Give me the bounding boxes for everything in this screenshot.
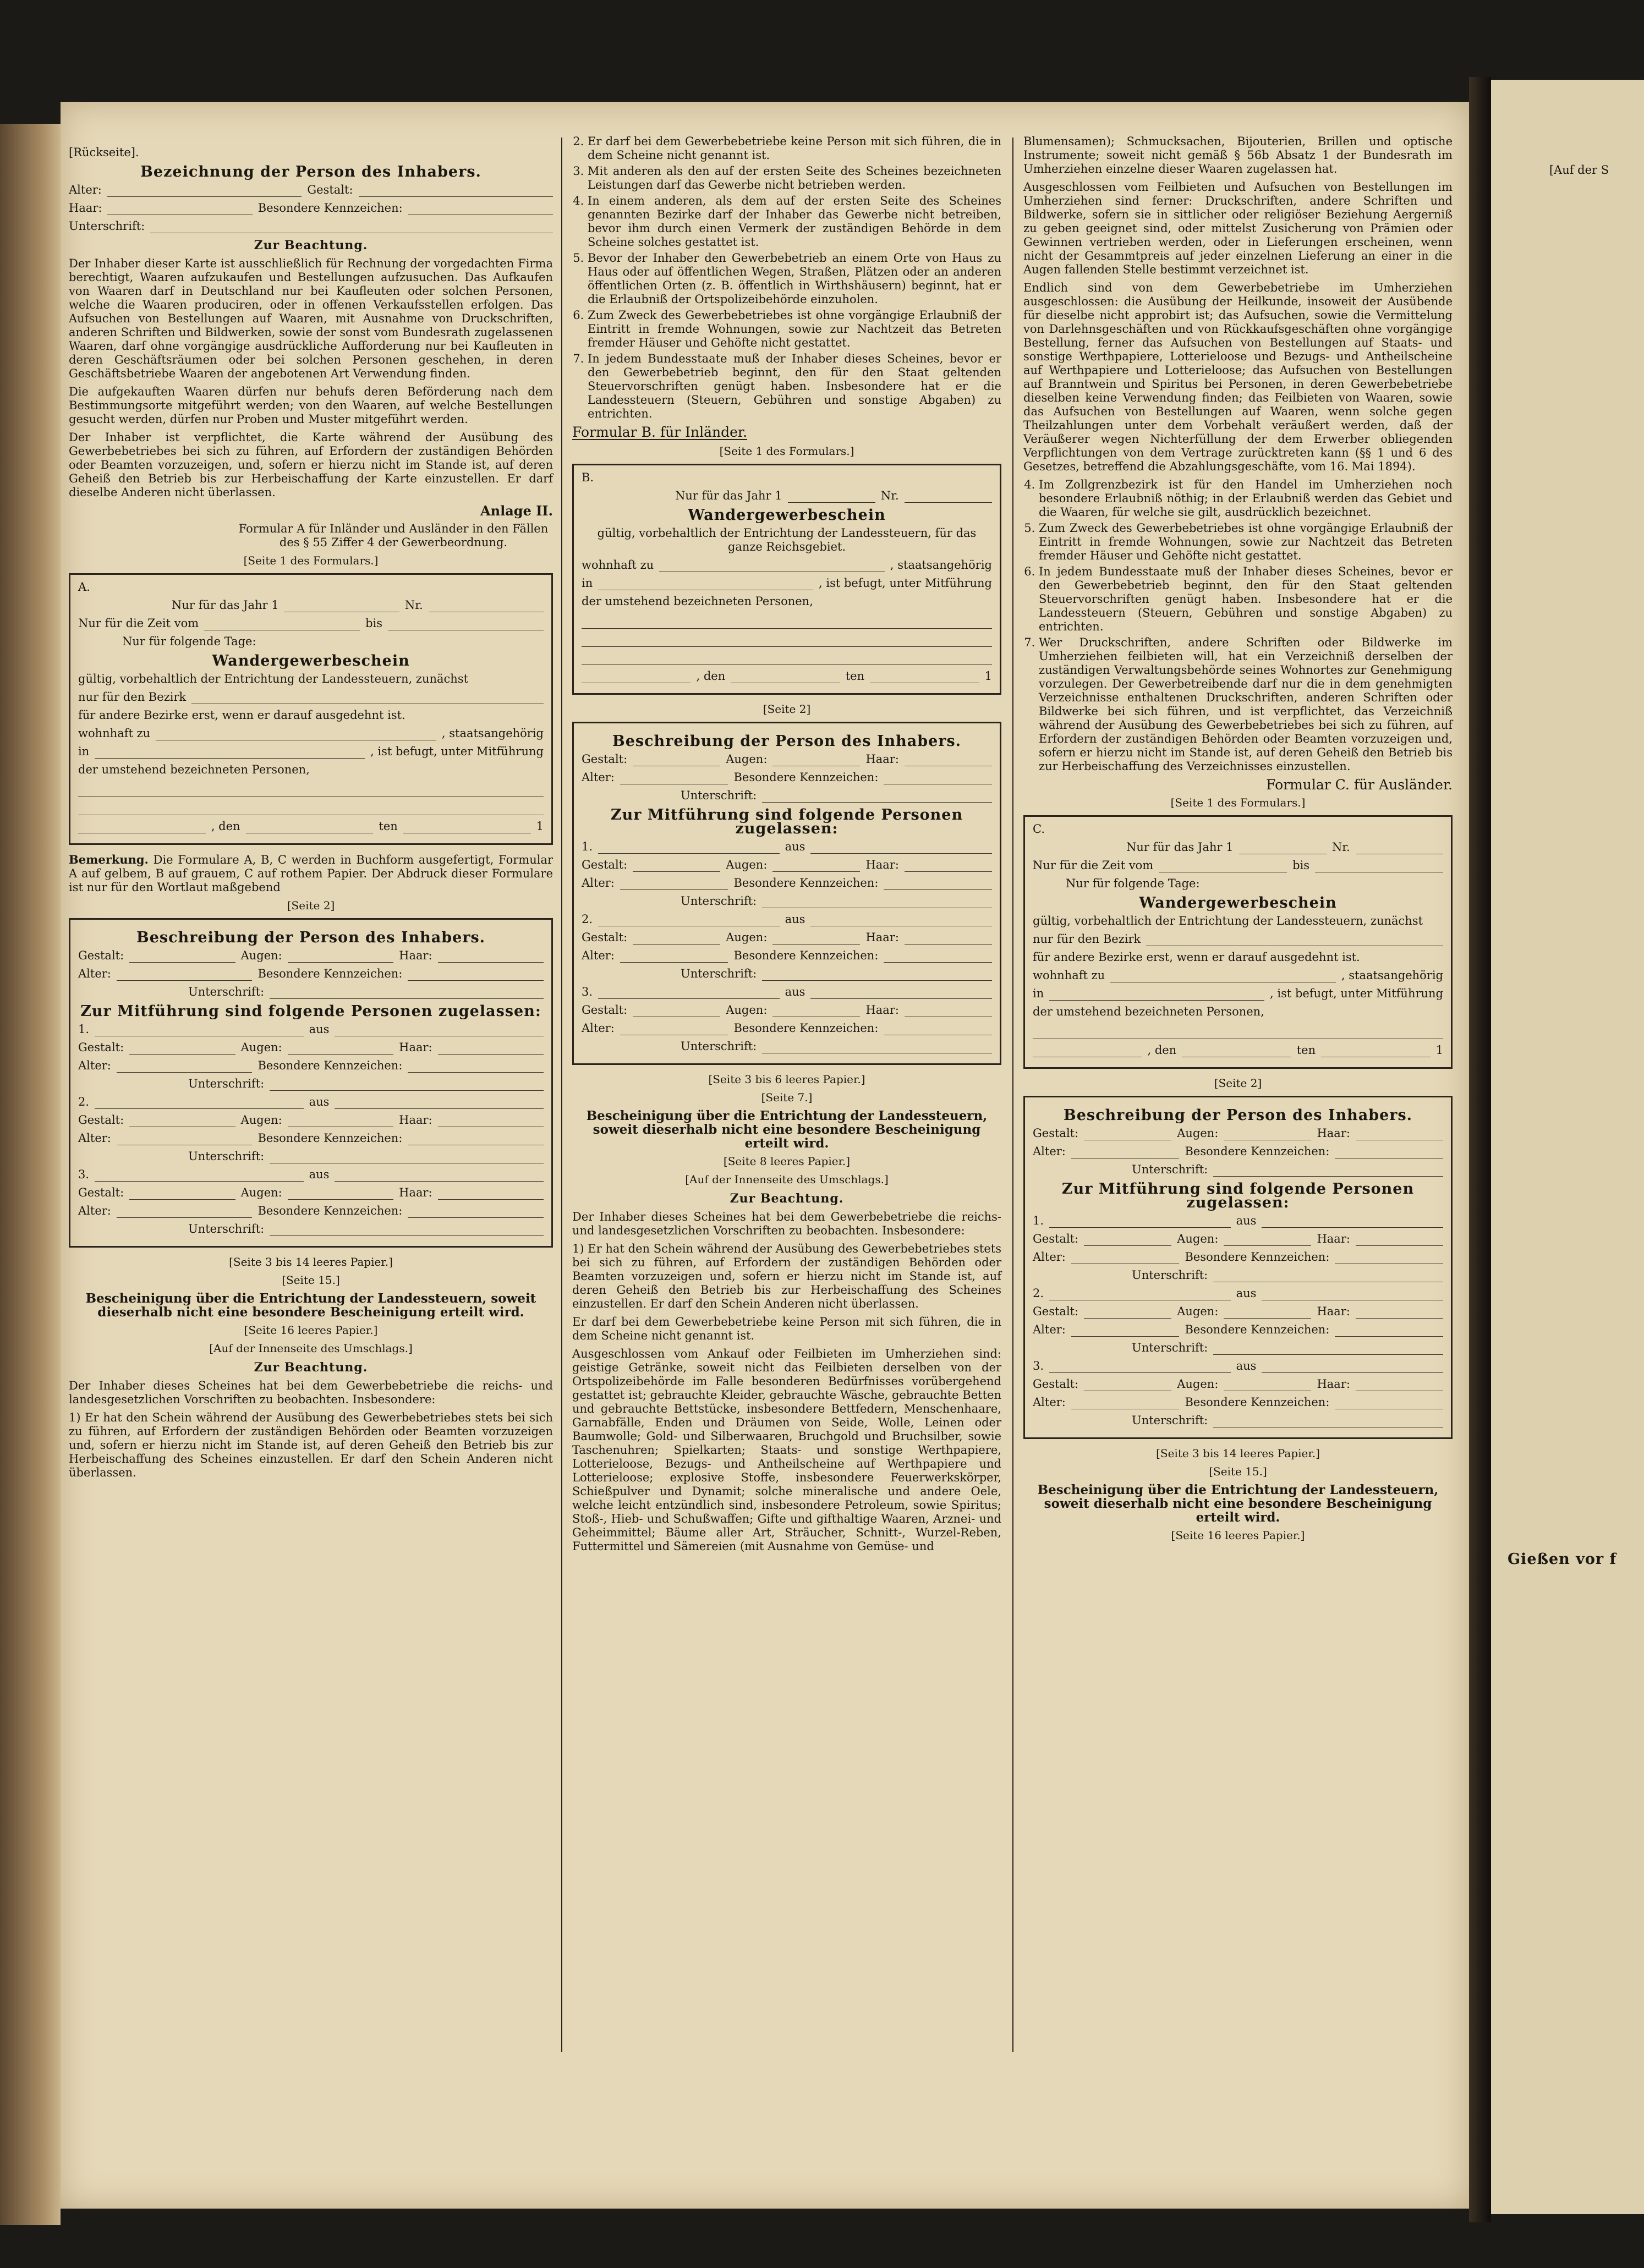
bis-label: bis [1292,859,1310,872]
formular-a-title: Formular A für Inländer und Ausländer in den Fällen des § 55 Ziffer 4 der Gewerbeordnung. [238,522,549,549]
seite-label: [Seite 15.] [1209,1465,1267,1478]
bemerkung-label: Bemerkung. [69,853,149,866]
staats-label: , staatsangehörig [1341,969,1443,982]
entry-number: 3. [1033,1359,1044,1372]
rule-item: 7. Wer Druckschriften, andere Schriften oder Bildwerke im Umherziehen feilbieten will, hat ein Verzeichniß derselben der zuständigen Verwaltungsbehörde seines Wohnortes zur Genehmigung vorzulegen. Der Gewerbetreibende darf nur die in dem genehmigten Verzeichnisse enthaltenen Druckschriften, anderen Schriften oder Bildwerke bei sich führen, und ist verpflichtet, das Verzeichniß während der Ausübung des Gewerbebetriebes bei sich zu führen, auf Erfordern der zuständigen Behörden oder Beamten vorzuzeigen und, sofern er hierzu nicht im Stande ist, auf deren Geheiß den Betrieb bis zur Herbeischaffung des Verzeichnisses einzustellen. [1039,636,1453,773]
den-label: , den [696,669,726,683]
befugt-label: , ist befugt, unter Mitführung [819,576,992,590]
nr-label: Nr. [880,489,899,502]
right-page-heading: Gießen vor f [1508,1551,1617,1568]
beschreibung-heading: Beschreibung der Person des Inhabers. [1063,1107,1413,1124]
kennzeichen-label: Besondere Kennzeichen: [257,1132,403,1145]
column-rule [1012,138,1013,2052]
haar-label: Haar: [399,1113,432,1127]
tage-label: Nur für folgende Tage: [122,635,256,648]
bezirk-label: nur für den Bezirk [78,690,187,704]
beschreibung-heading: Beschreibung der Person des Inhabers. [612,733,962,750]
kennzeichen-label: Besondere Kennzeichen: [733,771,879,784]
paragraph: Ausgeschlossen vom Feilbieten und Aufsuchen von Bestellungen im Umherziehen sind ferner: Druckschriften, andere Schriften und Bildwerke, sofern sie in sittlicher oder religiöser Beziehung Aergerniß zu geben geeignet sind, oder mittelst Zusicherung von Prämien oder Gewinnen vertrieben werden, oder in Lieferungen erscheinen, wenn nicht der Gesammtpreis auf jeder einzelnen Lieferung an einer in die Augen fallenden Stelle bestimmt verzeichnet ist. [1023,180,1453,276]
ten-label: ten [1296,1044,1316,1057]
gestalt-label: Gestalt: [78,1186,124,1199]
tage-label: Nur für folgende Tage: [1066,877,1200,890]
gestalt-label: Gestalt: [1033,1305,1079,1318]
haar-label: Haar: [865,1003,899,1017]
haar-label: Haar: [1317,1127,1350,1140]
den-label: , den [1147,1044,1177,1057]
aus-label: aus [309,1095,330,1108]
kennzeichen-label: Besondere Kennzeichen: [257,1059,403,1072]
unterschrift-label: Unterschrift: [188,1222,265,1235]
formular-b-title: Formular B. für Inländer. [572,424,748,440]
column-rule [561,138,562,2052]
haar-label: Haar: [865,858,899,871]
seite-label: [Seite 2] [287,899,335,912]
unterschrift-label: Unterschrift: [681,894,757,908]
rule-item: 4. Im Zollgrenzbezirk ist für den Handel im Umherziehen noch besondere Erlaubniß nöthig; in der Erlaubniß werden das Gebiet und die Waaren, für welche sie gilt, ausdrücklich bezeichnet. [1039,478,1453,519]
rule-item: 7. In jedem Bundesstaate muß der Inhaber dieses Scheines, bevor er den Gewerbebetrieb beginnt, den für den Staat geltenden Steuervorschriften genügt haben. Insbesondere hat er die Landessteuern (Steuern, Gebühren und sonstige Abgaben) zu entrichten. [588,352,1001,421]
personen-text: der umstehend bezeichneten Personen, [582,595,813,608]
haar-label: Haar: [1317,1232,1350,1245]
unterschrift-label: Unterschrift: [1132,1414,1208,1427]
staats-label: , staatsangehörig [890,558,992,572]
seite-label: [Seite 3 bis 6 leeres Papier.] [708,1073,865,1086]
staats-label: , staatsangehörig [441,727,544,740]
den-label: , den [211,820,240,833]
jahr-label: Nur für das Jahr 1 [675,489,782,502]
gestalt-label: Gestalt: [1033,1377,1079,1391]
wander-title: Wandergewerbeschein [688,507,886,524]
alter-label: Alter: [78,1204,111,1217]
bemerkung-text: Die Formulare A, B, C werden in Buchform ausgefertigt, Formular A auf gelbem, B auf grauem, C auf rothem Papier. Der Abdruck dieser Formulare ist nur für den Wortlaut maßgebend [69,853,553,894]
seite-label: [Seite 16 leeres Papier.] [244,1324,378,1337]
seite-label: [Seite 1 des Formulars.] [243,554,379,567]
augen-label: Augen: [726,753,768,766]
augen-label: Augen: [726,1003,768,1017]
haar-label: Haar: [399,1186,432,1199]
entry-number: 2. [582,913,593,926]
andere-text: für andere Bezirke erst, wenn er darauf ausgedehnt ist. [1033,951,1360,964]
haar-label: Haar: [865,753,899,766]
gestalt-label: Gestalt: [78,949,124,962]
unterschrift-label: Unterschrift: [188,985,265,998]
column-1 [69,146,553,1484]
kennzeichen-label: Besondere Kennzeichen: [1185,1323,1330,1336]
kennzeichen-label: Besondere Kennzeichen: [257,967,403,980]
rule-item: 5. Bevor der Inhaber den Gewerbebetrieb an einem Orte von Haus zu Haus oder auf öffentlichen Wegen, Straßen, Plätzen oder an anderen öffentlichen Orten (z. B. öffentlich in Wirthshäusern) beginnt, hat er die Erlaubniß der Ortspolizeibehörde einzuholen. [588,251,1001,306]
rule-item: 3. Mit anderen als den auf der ersten Seite des Scheines bezeichneten Leistungen darf das Gewerbe nicht betrieben werden. [588,164,1001,192]
mitfuehrung-heading: Zur Mitführung sind folgende Personen zugelassen: [610,806,963,837]
year-digit: 1 [1435,1044,1443,1057]
personen-text: der umstehend bezeichneten Personen, [78,763,310,776]
seite-label: [Seite 16 leeres Papier.] [1171,1529,1305,1542]
aus-label: aus [1236,1359,1257,1372]
paragraph: Der Inhaber dieser Karte ist ausschließlich für Rechnung der vorgedachten Firma berechtigt, Waaren aufzukaufen und Bestellungen aufzusuchen. Das Aufkaufen von Waaren darf in Deutschland nur bei Kaufleuten oder solchen Personen, welche die Waaren produciren, oder in offenen Verkaufsstellen erfolgen. Das Aufsuchen von Bestellungen auf Waaren, mit Ausnahme von Druckschriften, anderen Schriften und Bildwerken, sowie der sonst vom Bundesrath zugelassenen Waaren, darf ohne vorgängige ausdrückliche Aufforderung nur bei Kaufleuten in deren Geschäftsräumen oder bei solchen Personen geschehen, in deren Geschäftsbetriebe Waaren der angebotenen Art Verwendung finden. [69,257,553,380]
rule-item: 2. Er darf bei dem Gewerbebetriebe keine Person mit sich führen, die in dem Scheine nicht genannt ist. [588,135,1001,162]
beachtung-heading: Zur Beachtung. [730,1191,844,1206]
jahr-label: Nur für das Jahr 1 [172,598,279,612]
alter-label: Alter: [1033,1396,1066,1409]
entry-number: 2. [78,1095,90,1108]
wohnhaft-label: wohnhaft zu [1033,969,1105,982]
gestalt-label: Gestalt: [582,931,628,944]
gestalt-label: Gestalt: [582,753,628,766]
beachtung-heading: Zur Beachtung. [254,238,368,252]
wohnhaft-label: wohnhaft zu [78,727,151,740]
rule-item: 5. Zum Zweck des Gewerbebetriebes ist ohne vorgängige Erlaubniß der Eintritt in fremde Wohnungen, sowie zur Nachtzeit das Betreten fremder Häuser und Gehöfte nicht gestattet. [1039,521,1453,563]
umschlag-label: [Auf der Innenseite des Umschlags.] [685,1173,889,1186]
entry-number: 3. [78,1168,90,1181]
book-gutter [1469,77,1491,2222]
alter-label: Alter: [78,967,111,980]
paragraph: Der Inhaber dieses Scheines hat bei dem Gewerbebetriebe die reichs- und landesgesetzlichen Vorschriften zu beobachten. Insbesondere: [69,1379,553,1406]
alter-label: Alter: [69,183,102,196]
beachtung-heading: Zur Beachtung. [254,1360,368,1375]
alter-label: Alter: [1033,1145,1066,1158]
zeit-label: Nur für die Zeit vom [1033,859,1154,872]
paragraph: Endlich sind von dem Gewerbebetriebe im Umherziehen ausgeschlossen: die Ausübung der Heilkunde, insoweit der Ausübende für dieselbe nicht approbirt ist; das Aufsuchen, sowie die Vermittelung von Darlehnsgeschäften und von Rückkaufsgeschäften ohne vorgängige Bestellung, ferner das Aufsuchen von Bestellungen auf Staats- und sonstige Werthpapiere, Lotterieloose und Bezugs- und Antheilscheine auf Werthpapiere und Lotterieloose; das Aufsuchen von Bestellungen auf Branntwein und Spiritus bei Personen, in deren Gewerbebetriebe dieselben keine Verwendung finden; das Feilbieten von Waaren, sowie das Aufsuchen von Bestellungen auf Waaren, wenn solche gegen Theilzahlungen unter dem Vorbehalt veräußert werden, daß der Veräußerer wegen Nichterfüllung der dem Erwerber obliegenden Verpflichtungen von dem Vertrage zurücktreten kann (§§ 1 und 6 des Gesetzes, betreffend die Abzahlungsgeschäfte, vom 16. Mai 1894). [1023,281,1453,473]
kennzeichen-label: Besondere Kennzeichen: [1185,1396,1330,1409]
column-2 [572,135,1001,1558]
kennzeichen-label: Besondere Kennzeichen: [1185,1145,1330,1158]
aus-label: aus [785,840,805,853]
paragraph: 1) Er hat den Schein während der Ausübung des Gewerbebetriebes stets bei sich zu führen, auf Erfordern der zuständigen Behörden oder Beamten vorzuzeigen und, sofern er hierzu nicht im Stande ist, auf deren Geheiß den Betrieb bis zur Herbeischaffung des Scheines einzustellen. Er darf den Schein Anderen nicht überlassen. [69,1411,553,1479]
haar-label: Haar: [1317,1377,1350,1391]
section-heading: Bezeichnung der Person des Inhabers. [140,163,481,180]
kennzeichen-label: Besondere Kennzeichen: [257,201,403,215]
alter-label: Alter: [1033,1323,1066,1336]
bis-label: bis [365,617,383,630]
right-page-edge [1491,80,1644,2214]
personen-text: der umstehend bezeichneten Personen, [1033,1005,1264,1018]
gestalt-label: Gestalt: [78,1113,124,1127]
unterschrift-label: Unterschrift: [188,1150,265,1163]
augen-label: Augen: [1177,1127,1219,1140]
column-3 [1023,135,1453,1547]
alter-label: Alter: [78,1059,111,1072]
ten-label: ten [845,669,865,683]
paragraph: Die aufgekauften Waaren dürfen nur behufs deren Beförderung nach dem Bestimmungsorte mitgeführt werden; von den Waaren, auf welche Bestellungen gesucht werden, dürfen nur Proben und Muster mitgeführt werden. [69,385,553,426]
haar-label: Haar: [399,949,432,962]
seite-label: [Seite 2] [1214,1077,1262,1090]
wohnhaft-label: wohnhaft zu [582,558,654,572]
gueltig-text: gültig, vorbehaltlich der Entrichtung der Landessteuern, zunächst [1033,914,1423,927]
unterschrift-label: Unterschrift: [1132,1341,1208,1354]
rule-item: 6. Zum Zweck des Gewerbebetriebes ist ohne vorgängige Erlaubniß der Eintritt in fremde Wohnungen, sowie zur Nachtzeit das Betreten fremder Häuser und Gehöfte nicht gestattet. [588,309,1001,350]
bescheinigung-heading: Bescheinigung über die Entrichtung der Landessteuern, soweit dieserhalb nicht eine besondere Bescheinigung erteilt wird. [586,1108,988,1151]
entry-number: 2. [1033,1287,1044,1300]
bescheinigung-heading: Bescheinigung über die Entrichtung der Landessteuern, soweit dieserhalb nicht eine besondere Bescheinigung erteilt wird. [1037,1482,1439,1525]
seite-label: [Seite 15.] [282,1273,340,1287]
seite-label: [Seite 1 des Formulars.] [719,444,854,458]
year-digit: 1 [536,820,544,833]
paragraph: Blumensamen); Schmucksachen, Bijouterien, Brillen und optische Instrumente; soweit nicht gemäß § 56b Absatz 1 der Bundesrath im Umherziehen einzelne dieser Waaren zugelassen hat. [1023,135,1453,175]
augen-label: Augen: [240,949,282,962]
paragraph: Der Inhaber ist verpflichtet, die Karte während der Ausübung des Gewerbebetriebes bei sich zu führen, auf Erfordern der zuständigen Behörden oder Beamten vorzuzeigen, und, sofern er hierzu nicht im Stande ist, auf deren Geheiß den Betrieb bis zur Herbeischaffung der Karte einzustellen. Er darf dieselbe Anderen nicht überlassen. [69,431,553,499]
beschreibung-box [572,722,1001,1065]
wander-title: Wandergewerbeschein [212,652,410,669]
alter-label: Alter: [582,771,615,784]
haar-label: Haar: [399,1041,432,1054]
bezirk-label: nur für den Bezirk [1033,932,1141,946]
zeit-label: Nur für die Zeit vom [78,617,199,630]
wander-title: Wandergewerbeschein [1139,894,1337,911]
gestalt-label: Gestalt: [582,858,628,871]
kennzeichen-label: Besondere Kennzeichen: [1185,1250,1330,1264]
gestalt-label: Gestalt: [582,1003,628,1017]
book-spine [0,124,61,2225]
year-digit: 1 [984,669,992,683]
unterschrift-label: Unterschrift: [681,1040,757,1053]
befugt-label: , ist befugt, unter Mitführung [370,745,544,758]
seite-label: [Seite 1 des Formulars.] [1170,796,1306,809]
in-label: in [582,576,593,590]
ten-label: ten [379,820,398,833]
unterschrift-label: Unterschrift: [681,789,757,802]
augen-label: Augen: [726,931,768,944]
aus-label: aus [785,913,805,926]
haar-label: Haar: [1317,1305,1350,1318]
entry-number: 1. [582,840,593,853]
augen-label: Augen: [1177,1377,1219,1391]
entry-number: 3. [582,985,593,998]
beschreibung-box [1023,1096,1453,1439]
nr-label: Nr. [1331,841,1350,854]
gueltig-text: gültig, vorbehaltlich der Entrichtung der Landessteuern, für das ganze Reichsgebiet. [597,526,977,553]
alter-label: Alter: [582,949,615,962]
unterschrift-label: Unterschrift: [188,1077,265,1090]
rule-item: 6. In jedem Bundesstaate muß der Inhaber dieses Scheines, bevor er den Gewerbebetrieb beginnt, den für den Staat geltenden Steuervorschriften genügt haben. Insbesondere hat er die Landessteuern (Steuern, Gebühren und sonstige Abgaben) zu entrichten. [1039,565,1453,634]
kennzeichen-label: Besondere Kennzeichen: [733,949,879,962]
befugt-label: , ist befugt, unter Mitführung [1270,987,1443,1000]
unterschrift-label: Unterschrift: [1132,1163,1208,1176]
beschreibung-box [69,918,553,1248]
kennzeichen-label: Besondere Kennzeichen: [733,1022,879,1035]
haar-label: Haar: [865,931,899,944]
right-page-header: [Auf der S [1549,163,1609,177]
aus-label: aus [309,1023,330,1036]
form-a-box [69,573,553,845]
form-b-box [572,464,1001,695]
paragraph: Ausgeschlossen vom Ankauf oder Feilbieten im Umherziehen sind: geistige Getränke, soweit nicht das Feilbieten derselben von der Ortspolizeibehörde im Falle besonderen Bedürfnisses vorübergehend gestattet ist; gebrauchte Kleider, gebrauchte Wäsche, gebrauchte Betten und gebrauchte Bettstücke, insbesondere Bettfedern, Menschenhaare, Garnabfälle, Enden und Dräumen von Seide, Wolle, Leinen oder Baumwolle; Gold- und Silberwaaren, Bruchgold und Bruchsilber, sowie Taschenuhren; Spielkarten; Staats- und sonstige Werthpapiere, Lotterieloose, Bezugs- und Antheilscheine auf Werthpapiere und Lotterieloose; explosive Stoffe, insbesondere Feuerwerkskörper, Schießpulver und Dynamit; solche mineralische und andere Oele, welche leicht entzündlich sind, insbesondere Petroleum, sowie Spiritus; Stoß-, Hieb- und Schußwaffen; Gifte und gifthaltige Waaren, Arznei- und Geheimmittel; Bäume aller Art, Sträucher, Schnitt-, Wurzel-Reben, Futtermittel und Sämereien (mit Ausnahme von Gemüse- und [572,1347,1001,1553]
kennzeichen-label: Besondere Kennzeichen: [733,876,879,889]
aus-label: aus [1236,1214,1257,1227]
bescheinigung-heading: Bescheinigung über die Entrichtung der Landessteuern, soweit dieserhalb nicht eine besondere Bescheinigung erteilt wird. [85,1291,536,1320]
in-label: in [1033,987,1044,1000]
aus-label: aus [785,985,805,998]
augen-label: Augen: [240,1113,282,1127]
paragraph: 1) Er hat den Schein während der Ausübung des Gewerbebetriebes stets bei sich zu führen, auf Erfordern der zuständigen Behörden oder Beamten vorzuzeigen und, sofern er hierzu nicht im Stande ist, auf deren Geheiß den Betrieb bis zur Herbeischaffung des Scheines einzustellen. Er darf den Schein Anderen nicht überlassen. [572,1242,1001,1310]
seite-label: [Seite 8 leeres Papier.] [723,1155,851,1168]
box-letter: C. [1033,822,1045,836]
mitfuehrung-heading: Zur Mitführung sind folgende Personen zugelassen: [80,1003,541,1020]
box-letter: B. [582,471,594,484]
augen-label: Augen: [1177,1232,1219,1245]
unterschrift-label: Unterschrift: [69,219,145,233]
entry-number: 1. [78,1023,90,1036]
gueltig-text: gültig, vorbehaltlich der Entrichtung der Landessteuern, zunächst [78,672,469,685]
paragraph: Der Inhaber dieses Scheines hat bei dem Gewerbebetriebe die reichs- und landesgesetzlichen Vorschriften zu beobachten. Insbesondere: [572,1210,1001,1237]
alter-label: Alter: [1033,1250,1066,1264]
form-c-box [1023,815,1453,1069]
jahr-label: Nur für das Jahr 1 [1126,841,1234,854]
seite-label: [Seite 3 bis 14 leeres Papier.] [1156,1447,1320,1460]
seite-label: [Seite 2] [763,702,811,716]
formular-c-title: Formular C. für Ausländer. [1266,777,1453,793]
unterschrift-label: Unterschrift: [681,967,757,980]
gestalt-label: Gestalt: [307,183,353,196]
augen-label: Augen: [726,858,768,871]
anlage-label: Anlage II. [480,503,553,519]
seite-label: [Seite 7.] [761,1091,813,1104]
kennzeichen-label: Besondere Kennzeichen: [257,1204,403,1217]
augen-label: Augen: [1177,1305,1219,1318]
alter-label: Alter: [78,1132,111,1145]
aus-label: aus [309,1168,330,1181]
gestalt-label: Gestalt: [1033,1127,1079,1140]
rueckseite-label: [Rückseite]. [69,146,139,159]
beschreibung-heading: Beschreibung der Person des Inhabers. [136,929,486,946]
gestalt-label: Gestalt: [78,1041,124,1054]
aus-label: aus [1236,1287,1257,1300]
umschlag-label: [Auf der Innenseite des Umschlags.] [209,1342,413,1355]
seite-label: [Seite 3 bis 14 leeres Papier.] [229,1255,393,1268]
augen-label: Augen: [240,1186,282,1199]
paragraph: Er darf bei dem Gewerbebetriebe keine Person mit sich führen, die in dem Scheine nicht genannt ist. [572,1315,1001,1342]
unterschrift-label: Unterschrift: [1132,1268,1208,1282]
gestalt-label: Gestalt: [1033,1232,1079,1245]
alter-label: Alter: [582,1022,615,1035]
haar-label: Haar: [69,201,102,215]
in-label: in [78,745,90,758]
alter-label: Alter: [582,876,615,889]
mitfuehrung-heading: Zur Mitführung sind folgende Personen zugelassen: [1061,1180,1415,1211]
andere-text: für andere Bezirke erst, wenn er darauf ausgedehnt ist. [78,709,405,722]
entry-number: 1. [1033,1214,1044,1227]
augen-label: Augen: [240,1041,282,1054]
box-letter: A. [78,580,90,594]
rule-item: 4. In einem anderen, als dem auf der ersten Seite des Scheines genannten Bezirke darf der Inhaber das Gewerbe nicht betreiben, bevor ihm durch einen Vermerk der zuständigen Behörde in dem Scheine solches gestattet ist. [588,194,1001,249]
nr-label: Nr. [404,598,423,612]
